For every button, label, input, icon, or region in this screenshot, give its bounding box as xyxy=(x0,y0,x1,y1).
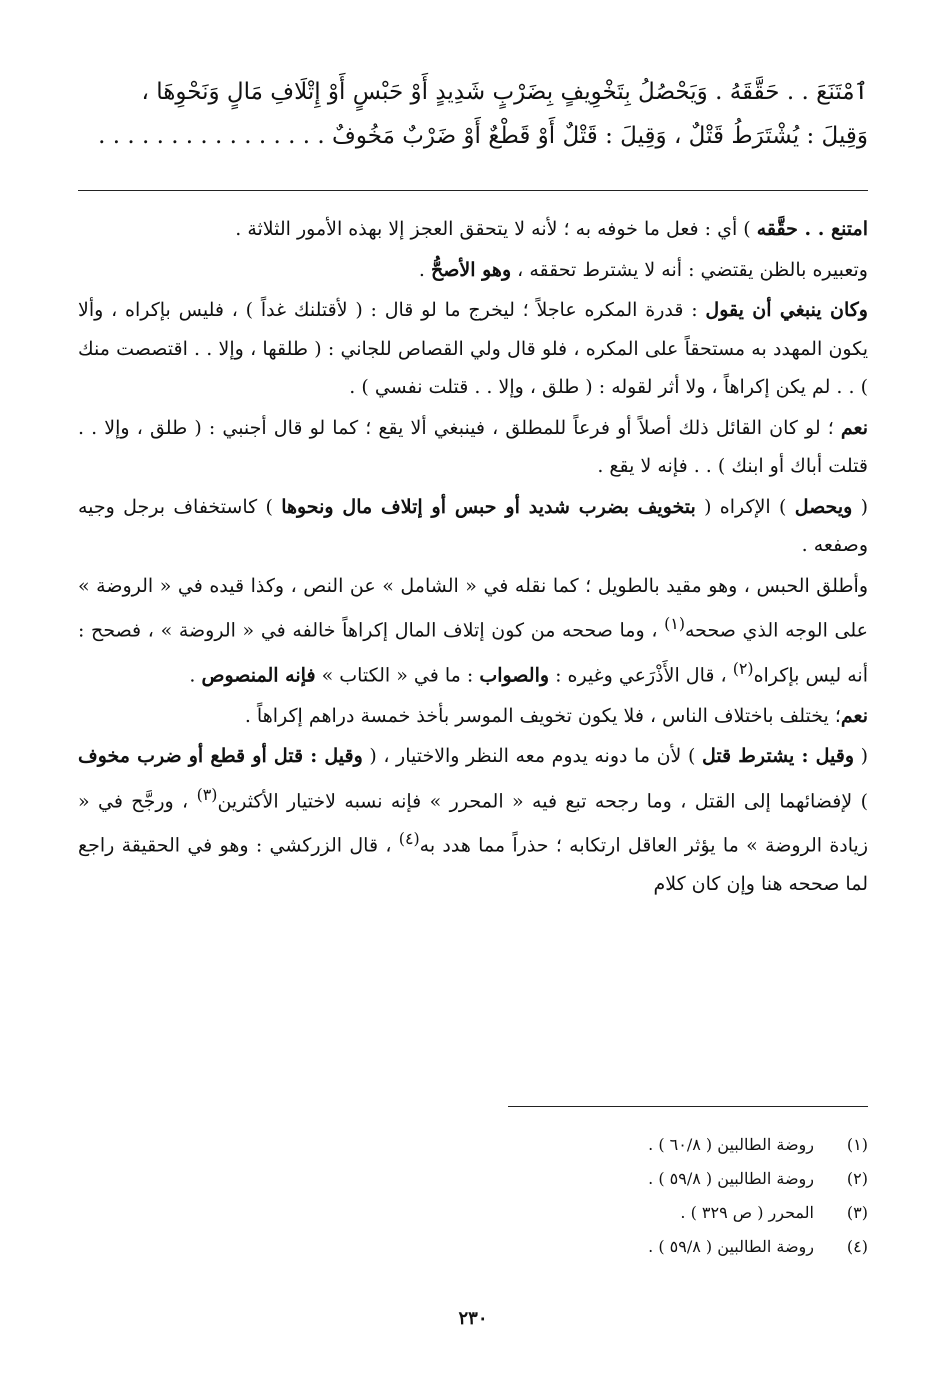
commentary-text: ، وما صححه من كون إتلاف المال إكراهاً خالفه في « الروضة » ، فصحح : أنه ليس بإكراه xyxy=(78,619,868,687)
commentary-text: . xyxy=(189,664,202,687)
commentary-sharh xyxy=(78,210,868,906)
footnote-text: روضة الطالبين ( ٥٩/٨ ) . xyxy=(648,1237,814,1256)
commentary-text: ، ورجَّح في « زيادة الروضة » ما يؤثر العاقل ارتكابه ؛ حذراً مما هدد به xyxy=(78,789,868,857)
footnote-ref[interactable]: (٣) xyxy=(196,784,218,804)
commentary-paragraph xyxy=(78,409,868,486)
separator-rule xyxy=(78,190,868,191)
commentary-text: وتعبيره بالظن يقتضي : أنه لا يشترط تحققه ، xyxy=(511,258,868,281)
footnote-number: (٤) xyxy=(846,1237,868,1256)
footnote-number: (٢) xyxy=(846,1169,868,1188)
commentary-paragraph xyxy=(78,567,868,695)
quoted-matn: وقيل : قتل أو قطع أو ضرب مخوف xyxy=(78,745,363,768)
commentary-text: ( xyxy=(854,745,868,768)
quoted-matn: امتنع . . حقَّقه xyxy=(756,218,868,240)
quoted-matn: وكان ينبغي أن يقول xyxy=(705,299,868,321)
matn-line-2: وَقِيلَ : يُشْتَرَطُ قَتْلٌ ، وَقِيلَ : قَتْلٌ أَوْ قَطْعٌ أَوْ ضَرْبٌ مَخُوفٌ . . . . . . . . . . . . . . . . xyxy=(98,123,868,149)
matn-line-1: ٱمْتَنَعَ . . حَقَّقَهُ . وَيَحْصُلُ بِتَخْوِيفٍ بِضَرْبٍ شَدِيدٍ أَوْ حَبْسٍ أَوْ إِتْلَافِ مَالٍ وَنَحْوِهَا ، xyxy=(141,79,868,105)
footnote-text: المحرر ( ص ٣٢٩ ) . xyxy=(680,1203,814,1222)
commentary-paragraph xyxy=(78,488,868,565)
footnote-item xyxy=(78,1162,868,1196)
quoted-matn: وهو الأصحُّ xyxy=(430,258,512,281)
commentary-text: ) لأن ما دونه يدوم معه النظر والاختيار ، ( xyxy=(362,745,702,768)
commentary-text: ) الإكراه ( xyxy=(695,495,795,518)
page-number: ٢٣٠ xyxy=(458,1308,488,1329)
footnote-ref[interactable]: (١) xyxy=(664,614,685,633)
commentary-text: ، قال الأَذْرَعي وغيره : xyxy=(549,664,733,687)
footnote-number: (٣) xyxy=(846,1203,868,1222)
quoted-matn: نعم xyxy=(840,704,868,727)
footnotes xyxy=(78,1128,868,1264)
commentary-text: ؛ لو كان القائل ذلك أصلاً أو فرعاً للمطلق ، فينبغي ألا يقع ؛ كما لو قال أجنبي : ( طلق ، وإلا . . قتلت أباك أو ابنك ) . . فإنه لا يقع . xyxy=(78,416,868,477)
commentary-text: ( xyxy=(852,495,868,518)
commentary-text: ) أي : فعل ما خوفه به ؛ لأنه لا يتحقق العجز إلا بهذه الأمور الثلاثة . xyxy=(235,218,757,240)
quoted-matn: وقيل : يشترط قتل xyxy=(701,745,854,768)
commentary-paragraph xyxy=(78,210,868,249)
footnote-item xyxy=(78,1128,868,1162)
commentary-text: ، قال الزركشي : وهو في الحقيقة راجع لما صححه هنا وإن كان كلام xyxy=(78,834,868,896)
footnote-number: (١) xyxy=(846,1135,868,1154)
footnote-item xyxy=(78,1230,868,1264)
footnote-ref[interactable]: (٤) xyxy=(398,829,420,849)
commentary-text: : قدرة المكره عاجلاً ؛ ليخرج ما لو قال : ( لأقتلنك غداً ) ، فليس بإكراه ، وألا يكون المهدد به مستحقاً على المكره ، فلو قال ولي القصاص للجاني : ( طلقها ، وإلا . . اقتصصت منك ) . . لم يكن إكراهاً ، ولا أثر لقوله : ( طلق ، وإلا . . قتلت نفسي ) . xyxy=(78,299,868,398)
commentary-paragraph xyxy=(78,251,868,290)
commentary-text: ؛ يختلف باختلاف الناس ، فلا يكون تخويف الموسر بأخذ خمسة دراهم إكراهاً . xyxy=(244,704,841,727)
quoted-matn: نعم xyxy=(840,416,868,439)
commentary-paragraph xyxy=(78,291,868,407)
commentary-paragraph xyxy=(78,737,868,904)
quoted-matn: ويحصل xyxy=(794,495,853,518)
main-text-matn xyxy=(78,70,868,158)
footnote-text: روضة الطالبين ( ٦٠/٨ ) . xyxy=(648,1135,814,1154)
quoted-matn: بتخويف بضرب شديد أو حبس أو إتلاف مال ونحوها xyxy=(281,495,696,518)
commentary-text: . xyxy=(418,258,431,281)
commentary-text: ) كاستخفاف برجل وجيه وصفعه . xyxy=(78,495,868,556)
quoted-matn: والصواب xyxy=(479,664,550,687)
footnote-item xyxy=(78,1196,868,1230)
commentary-text: ) لإفضائهما إلى القتل ، وما رجحه تبع فيه « المحرر » فإنه نسبه لاختيار الأكثرين xyxy=(217,789,868,812)
commentary-text: وأطلق الحبس ، وهو مقيد بالطويل ؛ كما نقله في « الشامل » عن النص ، وكذا قيده في « الروضة » على الوجه الذي صححه xyxy=(78,574,868,642)
commentary-paragraph xyxy=(78,697,868,736)
footnote-text: روضة الطالبين ( ٥٩/٨ ) . xyxy=(648,1169,814,1188)
footnote-separator xyxy=(508,1106,868,1107)
footnote-ref[interactable]: (٢) xyxy=(732,658,754,678)
quoted-matn: فإنه المنصوص xyxy=(201,664,316,687)
commentary-text: : ما في « الكتاب » xyxy=(315,664,480,687)
